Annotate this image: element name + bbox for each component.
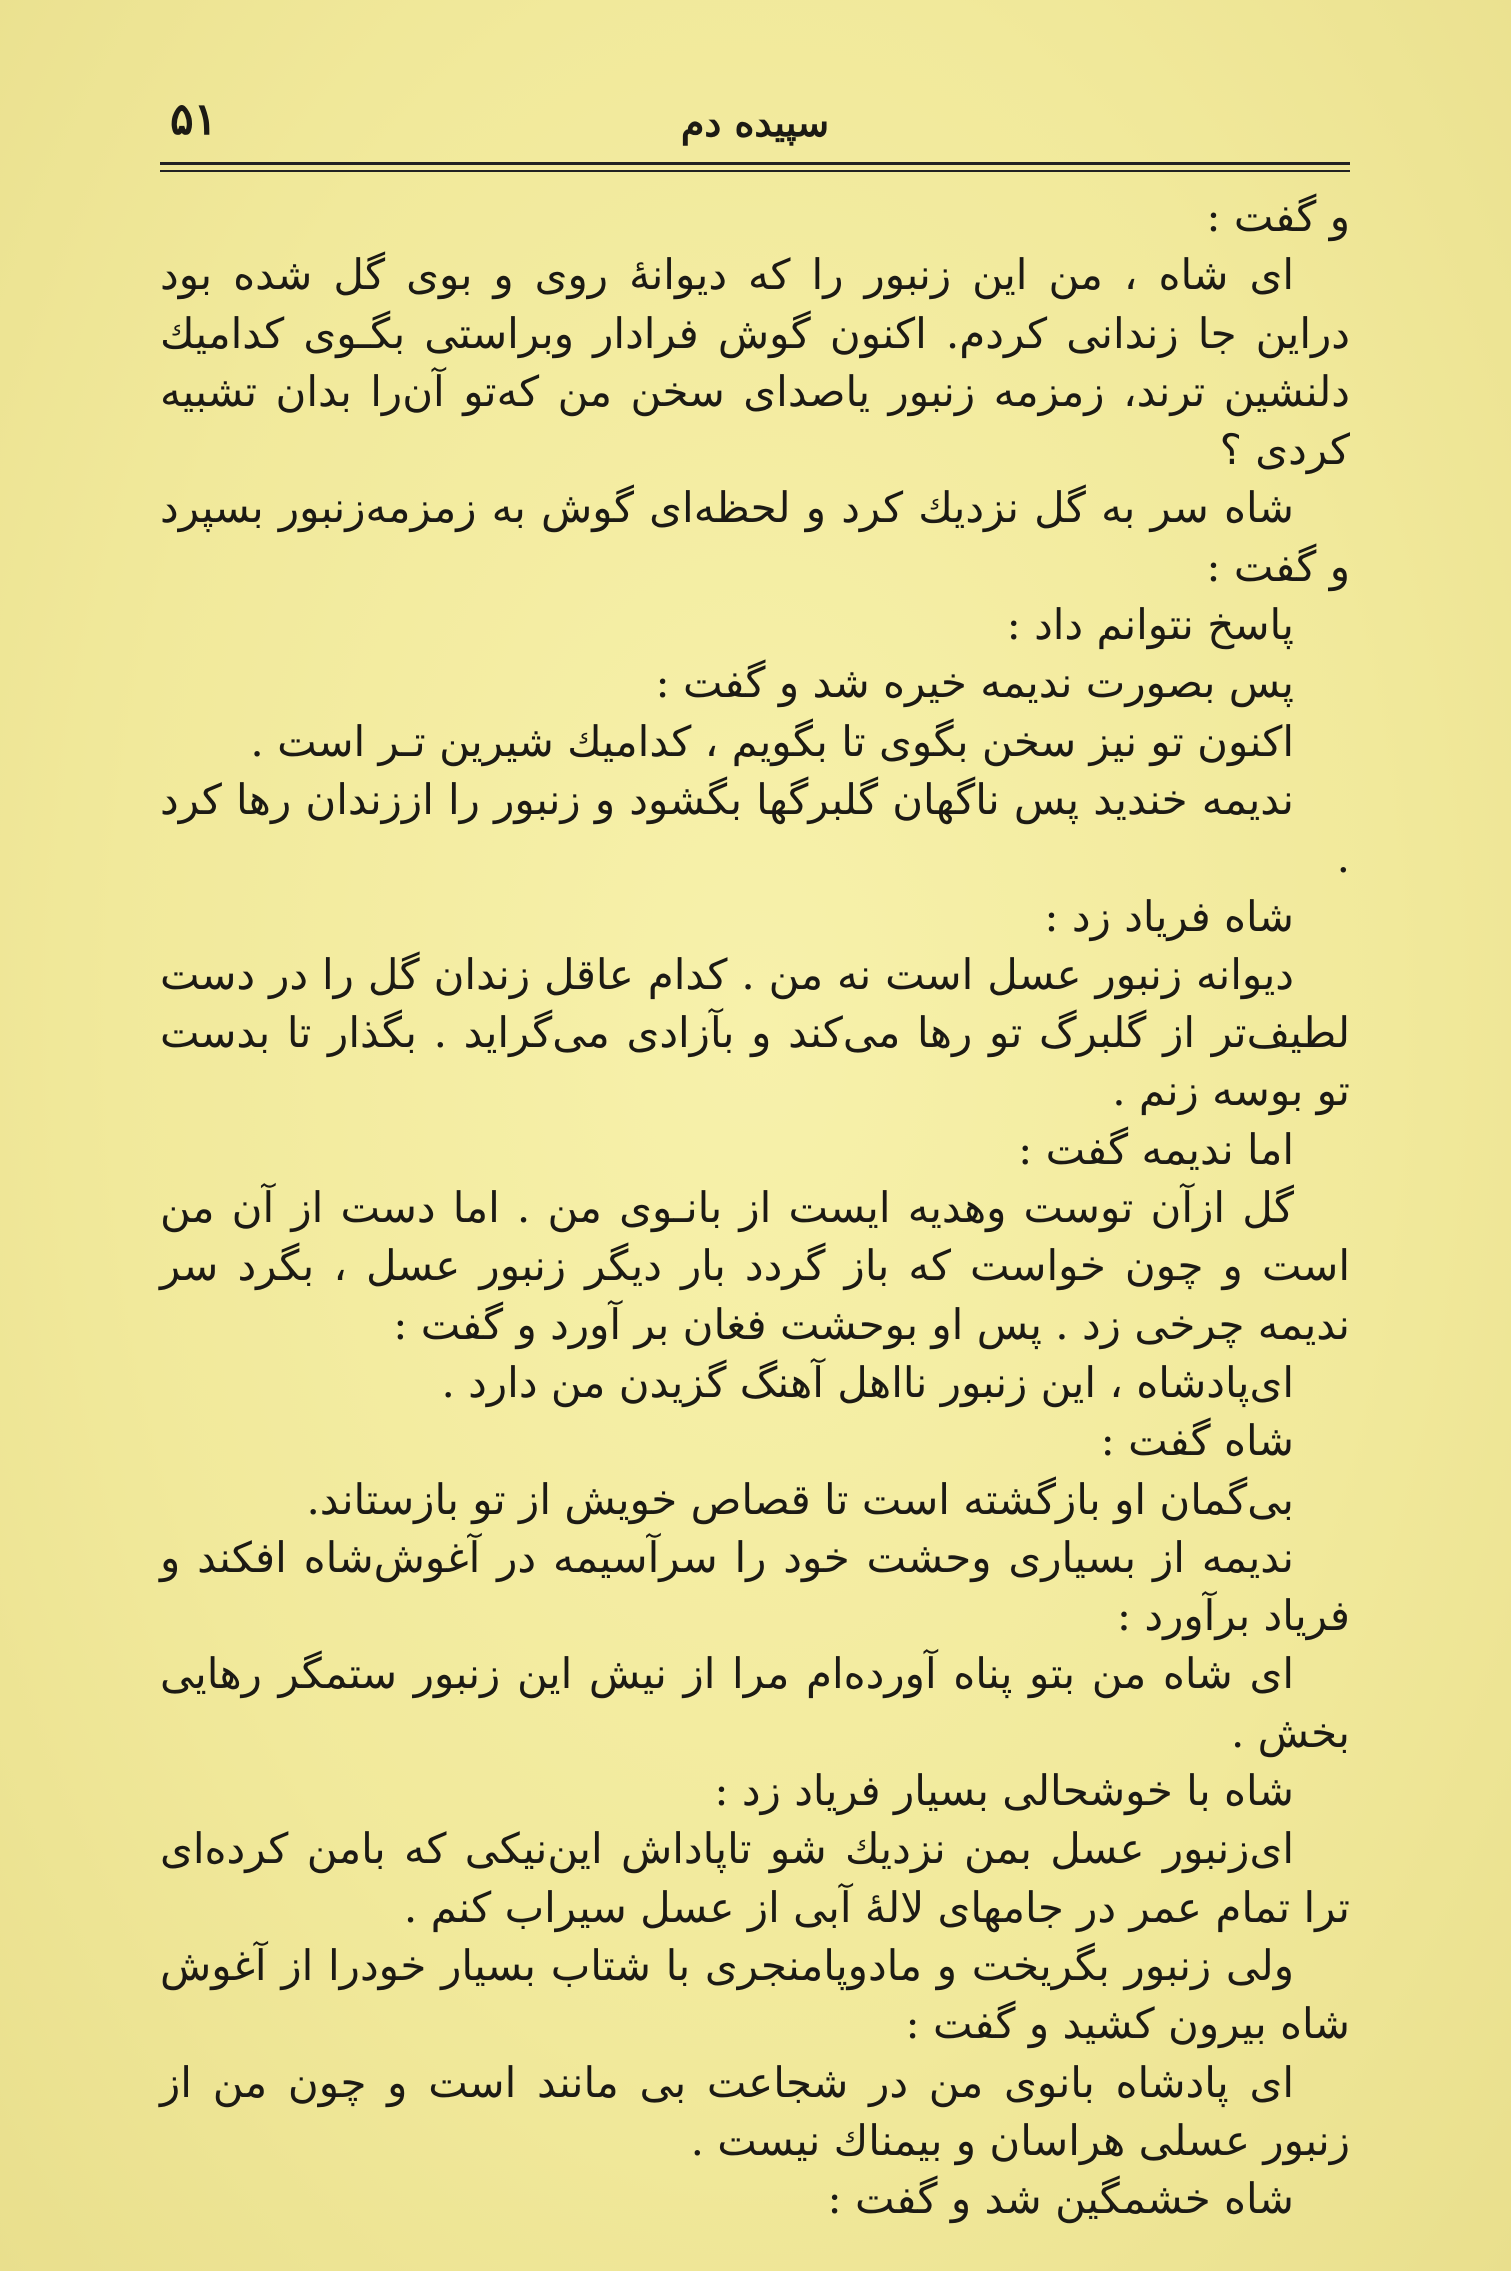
paragraph: ای شاه من بتو پناه آورده‌ام مرا از نیش این زنبور ستمگر رهایی بخش . — [160, 1649, 1350, 1757]
paragraph: شاه فریاد زد : — [1044, 891, 1294, 941]
page-number: ۵۱ — [170, 94, 218, 145]
paragraph: ولی زنبور بگریخت و مادوپامنجری با شتاب بسیار خودرا از آغوش شاه بیرون کشید و گفت : — [160, 1940, 1350, 2049]
paragraph: گل ازآن توست وهدیه ایست از بانـوی من . اما دست از آن من است و چون خواست که باز گردد بار دیگر زنبور عسل ، بگرد سر ندیمه چرخی زد . پس او بوحشت فغان بر آورد و گفت : — [160, 1183, 1350, 1349]
paragraph: پاسخ نتوانم داد : — [1006, 600, 1294, 650]
paragraph: شاه گفت : — [1100, 1416, 1294, 1466]
paragraph: پس بصورت ندیمه خیره شد و گفت : — [655, 658, 1294, 708]
paragraph: و گفت : — [1206, 192, 1350, 241]
running-title: سپیده دم — [680, 100, 830, 145]
paragraph: اما ندیمه گفت : — [1018, 1124, 1294, 1174]
body-text — [160, 188, 1350, 2228]
paragraph: ندیمه از بسیاری وحشت خود را سرآسیمه در آغوش‌شاه افکند و فریاد برآورد : — [160, 1532, 1350, 1641]
paragraph: ندیمه خندید پس ناگهان گلبرگها بگشود و زنبور را اززندان رها کرد . — [160, 774, 1350, 883]
paragraph: ای شاه ، من این زنبور را که دیوانهٔ روی و بوی گل شده بود دراین جا زندانی کردم. اکنون گوش فرادار وبراستی بگـوی کدامیك دلنشین ترند، زمزمه زنبور یاصدای سخن من که‌تو آن‌را بدان تشبیه کردی ؟ — [160, 250, 1350, 475]
paragraph: شاه با خوشحالی بسیار فریاد زد : — [714, 1766, 1294, 1816]
paragraph: ای‌زنبور عسل بمن نزدیك شو تاپاداش این‌نیکی که بامن کرده‌ای ترا تمام عمر در جامهای لالهٔ آبی از عسل سیراب کنم . — [160, 1824, 1350, 1932]
paragraph: بی‌گمان او بازگشته است تا قصاص خویش از تو بازستاند. — [306, 1474, 1294, 1524]
paragraph: ای پادشاه بانوی من در شجاعت بی مانند است و چون من از زنبور عسلی هراسان و بیمناك نیست . — [160, 2057, 1350, 2165]
paragraph: دیوانه زنبور عسل است نه من . کدام عاقل زندان گل را در دست لطیف‌تر از گلبرگ تو رها می‌کند و بآزادی می‌گراید . بگذار تا بدست تو بوسه زنم . — [160, 949, 1350, 1116]
page-header — [160, 88, 1350, 158]
header-rule-top — [160, 162, 1350, 165]
paragraph: شاه خشمگین شد و گفت : — [827, 2174, 1294, 2224]
paragraph: ای‌پادشاه ، این زنبور نااهل آهنگ گزیدن من دارد . — [441, 1357, 1294, 1407]
paragraph: شاه سر به گل نزدیك کرد و لحظه‌ای گوش به زمزمه‌زنبور بسپرد و گفت : — [160, 483, 1350, 591]
header-rule-bottom — [160, 170, 1350, 172]
paragraph: اکنون تو نیز سخن بگوی تا بگویم ، کدامیك شیرین تـر است . — [250, 716, 1294, 766]
